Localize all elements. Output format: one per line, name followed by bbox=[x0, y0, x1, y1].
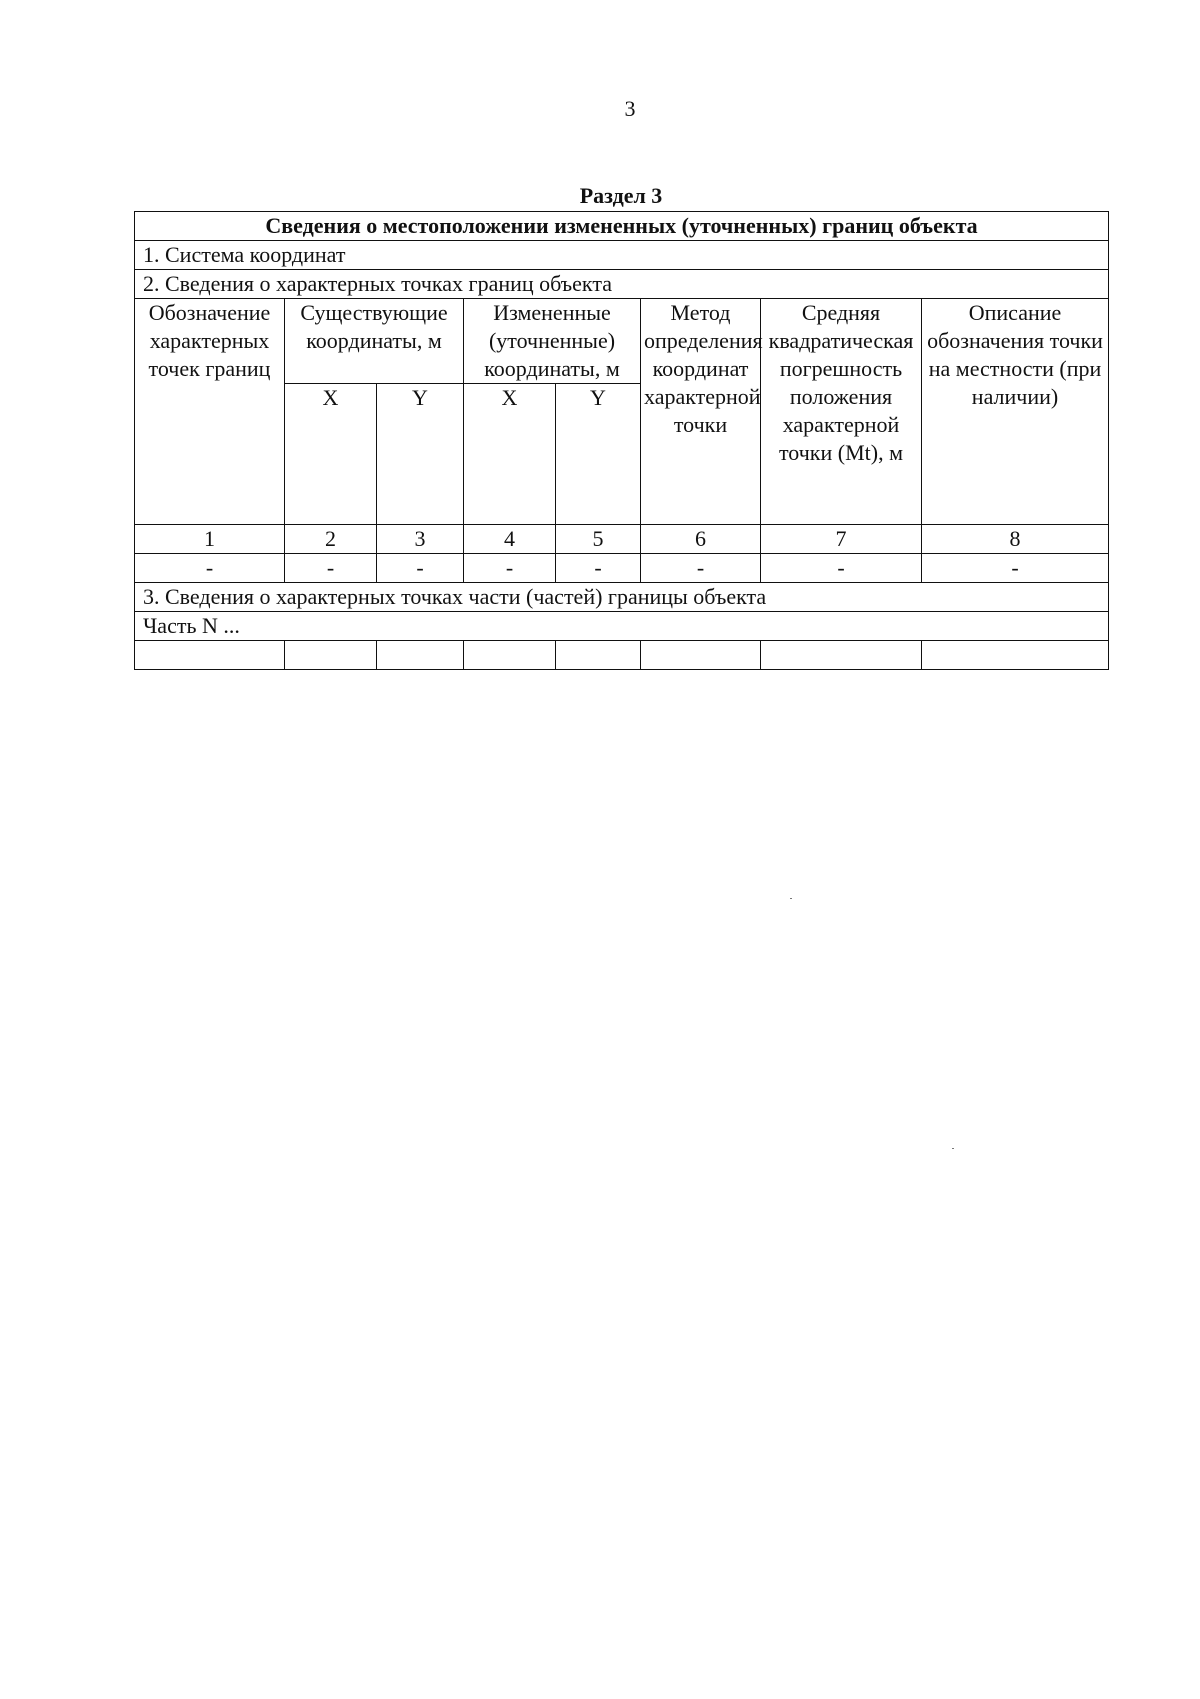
empty-cell bbox=[556, 641, 641, 670]
header-mean-error: Средняя квадратическая погрешность положения характерной точки (Mt), м bbox=[761, 299, 922, 525]
dash-cell: - bbox=[922, 554, 1109, 583]
dash-cell: - bbox=[556, 554, 641, 583]
empty-cell bbox=[377, 641, 464, 670]
dash-cell: - bbox=[464, 554, 556, 583]
column-number: 3 bbox=[377, 525, 464, 554]
section-title: Раздел 3 bbox=[579, 183, 663, 208]
header-changed-x: X bbox=[464, 384, 556, 525]
header-existing-x: X bbox=[285, 384, 377, 525]
dash-cell: - bbox=[761, 554, 922, 583]
dash-cell: - bbox=[377, 554, 464, 583]
dash-cell: - bbox=[285, 554, 377, 583]
empty-cell bbox=[761, 641, 922, 670]
column-number: 6 bbox=[641, 525, 761, 554]
boundary-points-heading: 2. Сведения о характерных точках границ объекта bbox=[135, 270, 1109, 299]
column-number: 8 bbox=[922, 525, 1109, 554]
header-existing-y: Y bbox=[377, 384, 464, 525]
scan-speck bbox=[952, 1148, 954, 1149]
coordinate-system-row: 1. Система координат bbox=[135, 241, 1109, 270]
column-number: 1 bbox=[135, 525, 285, 554]
table-title: Сведения о местоположении измененных (уточненных) границ объекта bbox=[135, 212, 1109, 241]
header-point-designation: Обозначение характерных точек границ bbox=[135, 299, 285, 525]
boundary-points-table bbox=[134, 211, 1109, 670]
part-points-heading: 3. Сведения о характерных точках части (частей) границы объекта bbox=[135, 583, 1109, 612]
dash-cell: - bbox=[135, 554, 285, 583]
scan-speck bbox=[790, 898, 792, 899]
page-number: 3 bbox=[624, 96, 636, 121]
part-row: Часть N ... bbox=[135, 612, 1109, 641]
dash-cell: - bbox=[641, 554, 761, 583]
empty-cell bbox=[922, 641, 1109, 670]
column-number: 7 bbox=[761, 525, 922, 554]
empty-cell bbox=[641, 641, 761, 670]
empty-cell bbox=[285, 641, 377, 670]
header-point-description: Описание обозначения точки на местности (при наличии) bbox=[922, 299, 1109, 525]
column-number: 2 bbox=[285, 525, 377, 554]
column-number: 4 bbox=[464, 525, 556, 554]
header-existing-coordinates: Существующие координаты, м bbox=[285, 299, 464, 384]
header-method: Метод определения координат характерной точки bbox=[641, 299, 761, 525]
column-number: 5 bbox=[556, 525, 641, 554]
empty-cell bbox=[464, 641, 556, 670]
empty-cell bbox=[135, 641, 285, 670]
header-changed-y: Y bbox=[556, 384, 641, 525]
header-changed-coordinates: Измененные (уточненные) координаты, м bbox=[464, 299, 641, 384]
